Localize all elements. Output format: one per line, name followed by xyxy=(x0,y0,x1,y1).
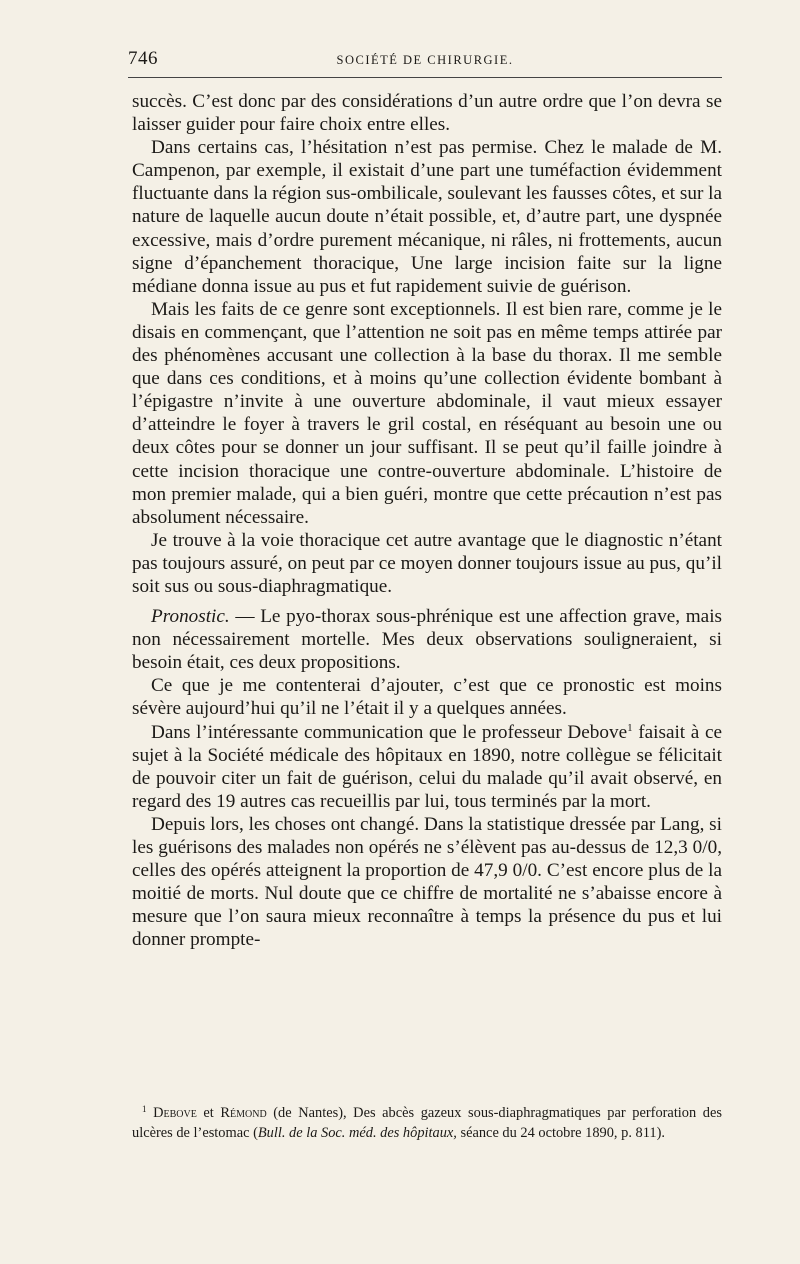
paragraph-pronostic-text: — Le pyo-thorax sous-phrénique est une affection grave, mais non nécessairement mortelle. Mes deux observations souligneraient, si besoin était, ces deux propositions. xyxy=(132,606,722,674)
footnote-author-1: Debove xyxy=(153,1105,197,1121)
body-text xyxy=(132,90,722,951)
section-heading-pronostic: Pronostic. xyxy=(151,606,230,628)
footnote-author-2: Rémond xyxy=(220,1105,267,1121)
footnote-reference[interactable]: 1 xyxy=(627,721,633,734)
page-number: 746 xyxy=(128,48,158,69)
header-rule xyxy=(128,77,722,78)
footnote-citation: Bull. de la Soc. méd. des hôpitaux, xyxy=(257,1124,457,1141)
paragraph-8: Depuis lors, les choses ont changé. Dans la statistique dressée par Lang, si les guérisons des malades non opérés ne s’élèvent pas au-dessus de 12,3 0/0, celles des opérés atteignent la proportion de 47,9 0/0. C’est encore plus de la moitié de morts. Nul doute que ce chiffre de mortalité ne s’abaisse encore à mesure que l’on saura mieux reconnaître à temps la présence du pus et lui donner prompte- xyxy=(132,813,722,951)
paragraph-1: succès. C’est donc par des considérations d’un autre ordre que l’on devra se laisser guider pour faire choix entre elles. xyxy=(132,91,722,136)
paragraph-6: Ce que je me contenterai d’ajouter, c’est que ce pronostic est moins sévère aujourd’hui qu’il ne l’était il y a quelques années. xyxy=(132,675,722,720)
paragraph-7-text-after: faisait à ce sujet à la Société médicale des hôpitaux en 1890, notre collègue se félicitait de pouvoir citer un fait de guérison, celui du malade qu’il avait observé, en regard des 19 autres cas recueillis par lui, tous terminés par la mort. xyxy=(132,721,722,812)
page-header xyxy=(128,44,722,72)
running-title: SOCIÉTÉ DE CHIRURGIE. xyxy=(336,53,514,67)
footnote-text xyxy=(132,1104,722,1143)
paragraph-4: Je trouve à la voie thoracique cet autre avantage que le diagnostic n’étant pas toujours assuré, on peut par ce moyen donner toujours issue au pus, qu’il soit sus ou sous-diaphragmatique. xyxy=(132,529,722,597)
footnote-marker: 1 xyxy=(142,1104,147,1114)
paragraph-pronostic xyxy=(132,605,722,674)
paragraph-2: Dans certains cas, l’hésitation n’est pas permise. Chez le malade de M. Campenon, par exemple, il existait d’une part une tuméfaction évidemment fluctuante dans la région sus-ombilicale, soulevant les fausses côtes, et sur la nature de laquelle aucun doute n’était possible, et, d’autre part, une dyspnée excessive, mais d’ordre purement mécanique, ni râles, ni frottements, aucun signe d’épanchement thoracique, Une large incision faite sur la ligne médiane donna issue au pus et fut rapidement suivie de guérison. xyxy=(132,137,722,297)
paragraph-7-text-before: Dans l’intéressante communication que le professeur Debove xyxy=(151,721,628,743)
footnote-text-2: séance du 24 octobre 1890, p. 811). xyxy=(456,1124,665,1141)
paragraph-7 xyxy=(132,721,722,813)
footnote-text-1: (de Nantes), Des abcès gazeux sous-diaphragmatiques par perforation des ulcères de l’estomac ( xyxy=(132,1105,722,1141)
paragraph-3: Mais les faits de ce genre sont exceptionnels. Il est bien rare, comme je le disais en commençant, que l’attention ne soit pas en même temps attirée par des phénomènes accusant une collection à la base du thorax. Il me semble que dans ces conditions, et à moins qu’une collection évidente bombant à l’épigastre n’invite à une ouverture abdominale, il vaut mieux essayer d’atteindre le foyer à travers le gril costal, en réséquant au besoin une ou deux côtes pour se donner un jour suffisant. Il se peut qu’il faille joindre à cette incision thoracique une contre-ouverture abdominale. L’histoire de mon premier malade, qui a bien guéri, montre que cette précaution n’est pas absolument nécessaire. xyxy=(132,298,722,528)
footnote-conjunction: et xyxy=(196,1105,221,1121)
footnote xyxy=(132,1104,722,1143)
